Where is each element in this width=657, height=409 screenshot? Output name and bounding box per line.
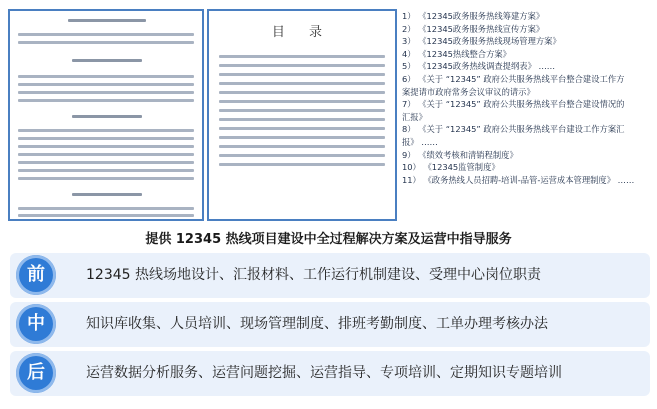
phase-row-after bbox=[10, 351, 650, 396]
doc-heading-line bbox=[68, 19, 146, 22]
document-page-right bbox=[207, 9, 397, 221]
doc-text-line bbox=[219, 73, 385, 76]
doc-text-line bbox=[18, 214, 194, 217]
doc-text-line bbox=[219, 64, 385, 67]
doc-text-line bbox=[18, 99, 194, 102]
doc-text-line bbox=[18, 207, 194, 210]
list-item: 4） 《12345热线整合方案》 bbox=[402, 48, 511, 59]
list-item: 11） 《政务热线人员招聘-培训-品管-运营成本管理制度》 …… bbox=[402, 174, 635, 185]
phase-text: 运营数据分析服务、运营问题挖掘、运营指导、专项培训、定期知识专题培训 bbox=[86, 365, 562, 381]
doc-text-line bbox=[18, 161, 194, 164]
doc-text-line bbox=[219, 145, 385, 148]
document-page-left bbox=[8, 9, 204, 221]
doc-text-line bbox=[219, 127, 385, 130]
doc-heading-line bbox=[72, 59, 142, 62]
doc-text-line bbox=[18, 153, 194, 156]
doc-text-line bbox=[18, 137, 194, 140]
list-item: 8） 《关于 “12345” 政府公共服务热线平台建设工作方案汇 bbox=[402, 124, 625, 135]
doc-heading-line bbox=[72, 115, 142, 118]
doc-text-line bbox=[219, 55, 385, 58]
banner-title: 提供 12345 热线项目建设中全过程解决方案及运营中指导服务 bbox=[145, 232, 512, 247]
doc-text-line bbox=[219, 136, 385, 139]
list-item: 5） 《12345政务热线调查提纲表》 …… bbox=[402, 61, 556, 72]
doc-text-line bbox=[219, 118, 385, 121]
doc-title: 目 录 bbox=[271, 25, 333, 40]
doc-text-line bbox=[18, 33, 194, 36]
doc-text-line bbox=[219, 163, 385, 166]
doc-text-line bbox=[219, 91, 385, 94]
doc-text-line bbox=[18, 169, 194, 172]
doc-text-line bbox=[18, 145, 194, 148]
phase-text: 知识库收集、人员培训、现场管理制度、排班考勤制度、工单办理考核办法 bbox=[86, 316, 548, 332]
doc-text-line bbox=[219, 109, 385, 112]
phase-row-during bbox=[10, 302, 650, 347]
phase-text: 12345 热线场地设计、汇报材料、工作运行机制建设、受理中心岗位职责 bbox=[86, 267, 541, 283]
phase-row-before bbox=[10, 253, 650, 298]
list-item: 3） 《12345政务服务热线现场管理方案》 bbox=[402, 36, 561, 47]
list-item: 报》 …… bbox=[402, 136, 438, 147]
list-item: 7） 《关于 “12345” 政府公共服务热线平台整合建设情况的 bbox=[402, 99, 625, 110]
doc-text-line bbox=[18, 41, 194, 44]
doc-text-line bbox=[18, 83, 194, 86]
doc-text-line bbox=[18, 91, 194, 94]
list-item: 案提请市政府常务会议审议的请示》 bbox=[402, 86, 535, 97]
document-list bbox=[402, 10, 652, 186]
doc-text-line bbox=[18, 177, 194, 180]
list-item: 汇报》 bbox=[402, 111, 427, 122]
doc-text-line bbox=[219, 100, 385, 103]
list-item: 6） 《关于 “12345” 政府公共服务热线平台整合建设工作方 bbox=[402, 73, 625, 84]
doc-heading-line bbox=[72, 193, 142, 196]
phase-badge: 中 bbox=[16, 304, 56, 344]
phase-badge: 前 bbox=[16, 255, 56, 295]
list-item: 9） 《绩效考核和清销程制度》 bbox=[402, 149, 518, 160]
doc-text-line bbox=[18, 75, 194, 78]
list-item: 10） 《12345监管制度》 bbox=[402, 162, 500, 173]
phase-badge: 后 bbox=[16, 353, 56, 393]
list-item: 1） 《12345政务服务热线筹建方案》 bbox=[402, 11, 545, 21]
list-item: 2） 《12345政务服务热线宣传方案》 bbox=[402, 23, 545, 34]
doc-text-line bbox=[18, 129, 194, 132]
doc-text-line bbox=[219, 154, 385, 157]
doc-text-line bbox=[219, 82, 385, 85]
